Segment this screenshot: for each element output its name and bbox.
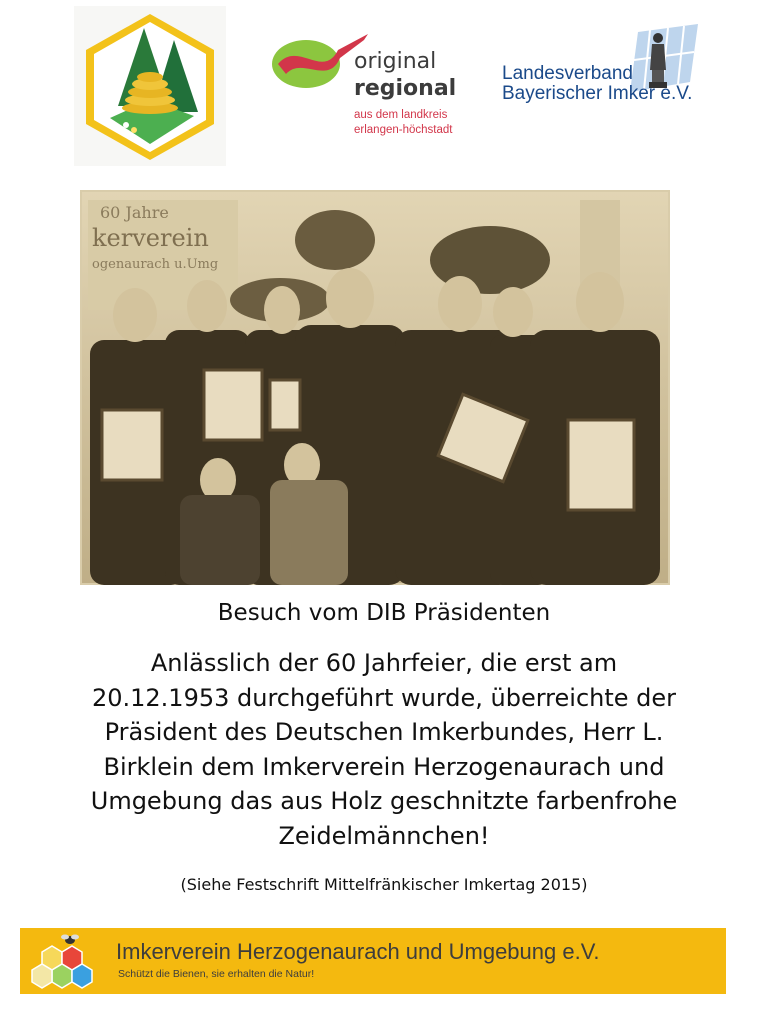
original-regional-logo	[268, 30, 468, 150]
caption-line: Präsident des Deutschen Imkerbundes, Herr L.	[104, 718, 664, 746]
banner-text-line2: kerverein	[92, 224, 209, 252]
banner-text-line1: 60 Jahre	[100, 203, 169, 222]
beehive-emblem-logo	[74, 6, 226, 166]
banner-text-line3: ogenaurach u.Umg	[92, 257, 219, 272]
caption-line: Birklein dem Imkerverein Herzogenaurach und	[103, 752, 665, 781]
footer-banner	[20, 928, 726, 994]
landesverband-logo	[500, 22, 710, 112]
source-note: (Siehe Festschrift Mittelfränkischer Imkertag 2015)	[180, 875, 588, 894]
brand-line-erlangen: erlangen-höchstadt	[354, 124, 453, 136]
brand-line-region	[354, 108, 452, 138]
landesverband-line2: Bayerischer Imker e.V.	[502, 83, 693, 104]
brand-line-landkreis: aus dem landkreis	[354, 109, 448, 121]
caption-title: Besuch vom DIB Präsidenten	[217, 600, 551, 626]
historic-group-photo	[80, 190, 670, 585]
caption-line: 20.12.1953 durchgeführt wurde, überreichte der	[91, 683, 677, 712]
landesverband-line1: Landesverband	[502, 63, 633, 84]
club-name: Imkerverein Herzogenaurach und Umgebung e.V.	[116, 939, 600, 964]
caption-line: Umgebung das aus Holz geschnitzte farbenfrohe	[90, 787, 678, 815]
club-slogan: Schützt die Bienen, sie erhalten die Natur!	[118, 968, 315, 980]
caption-body	[40, 646, 728, 853]
caption-line: Zeidelmännchen!	[278, 821, 490, 850]
beehive-emblem-icon	[74, 6, 226, 166]
brand-line-original: original	[354, 49, 437, 74]
honeycomb-logo-icon	[20, 928, 116, 994]
brand-line-regional: regional	[354, 76, 457, 101]
caption-line: Anlässlich der 60 Jahrfeier, die erst am	[150, 649, 618, 677]
